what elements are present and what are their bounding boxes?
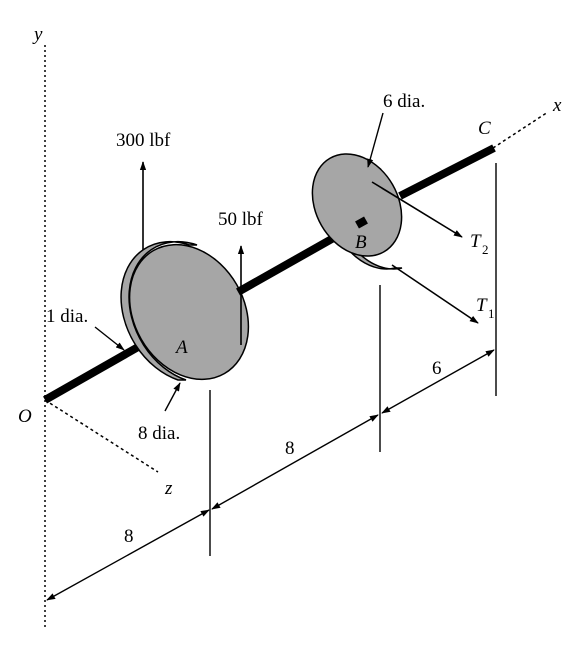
force-50-label: 50 lbf [218,209,263,230]
point-A-label: A [176,337,188,358]
force-300-label: 300 lbf [116,130,171,151]
dim-line-O-A [47,510,209,600]
tension-T1-arrow [392,265,478,323]
pulley-B-diameter-label: 6 dia. [383,91,426,112]
dim-line-A-B [212,415,378,509]
shaft-stub-B [357,220,366,225]
pulley-A [106,223,272,401]
shaft-segment-B-C [400,148,494,196]
dim-label-B-C: 6 [432,358,442,379]
point-C-label: C [478,118,491,139]
pulley-A-diameter-label: 8 dia. [138,423,181,444]
x-axis-label: x [553,95,562,116]
leader-shaft-diameter [95,327,124,350]
origin-label: O [18,406,32,427]
leader-pulley-A-diameter [165,383,180,411]
tension-T2-symbol: T [470,231,481,252]
tension-T1-symbol: T [476,295,487,316]
dim-label-A-B: 8 [285,438,295,459]
z-axis-label: z [165,478,173,499]
y-axis-label: y [34,24,43,45]
leader-pulley-B-diameter [368,113,383,167]
tension-T2-subscript: 2 [482,242,489,257]
shaft-diameter-label: 1 dia. [46,306,89,327]
point-B-label: B [355,232,367,253]
x-axis-line [493,112,548,148]
tension-T1-subscript: 1 [488,306,495,321]
dim-label-O-A: 8 [124,526,134,547]
